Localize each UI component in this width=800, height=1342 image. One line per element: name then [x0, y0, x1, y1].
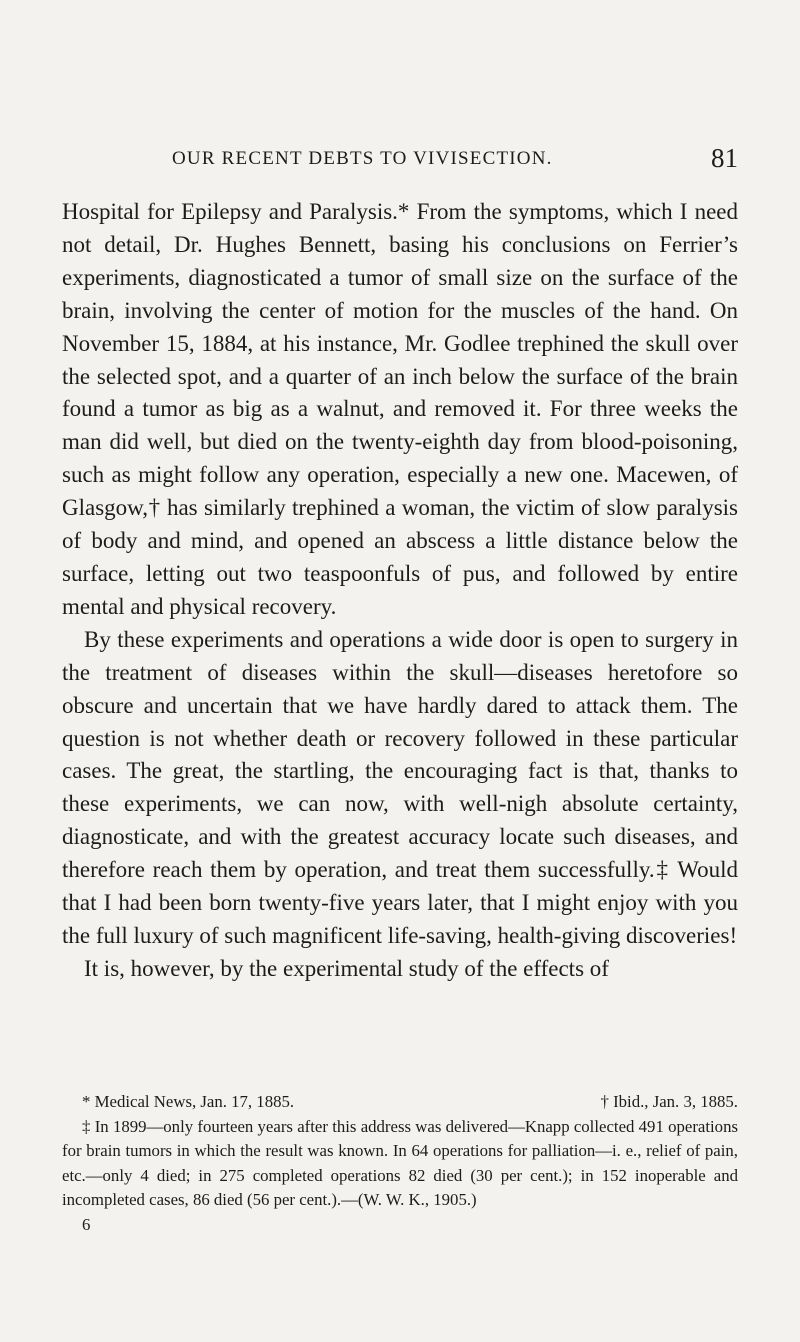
- running-title: OUR RECENT DEBTS TO VIVISECTION.: [172, 148, 553, 169]
- paragraph: It is, however, by the experimental study of the effects of: [84, 955, 609, 981]
- paragraph: Hospital for Epilepsy and Paralysis.* From the symptoms, which I need not detail, Dr. Hughes Bennett, basing his conclusions on Ferrier’s experiments, diagnosticated a tumor of small size on the surface of the brain, involving the center of motion for the muscles of the hand. On November 15, 1884, at his instance, Mr. Godlee trephined the skull over the selected spot, and a quarter of an inch below the surface of the brain found a tumor as big as a walnut, and removed it. For three weeks the man did well, but died on the twenty-eighth day from blood-poisoning, such as might follow any operation, especially a new one. Macewen, of Glasgow,† has similarly trephined a woman, the victim of slow paralysis of body and mind, and opened an abscess a little distance below the surface, letting out two teaspoonfuls of pus, and followed by entire mental and physical recovery.: [62, 199, 738, 619]
- footnote-first: * Medical News, Jan. 17, 1885.: [82, 1092, 295, 1111]
- running-head: [62, 143, 738, 178]
- body-text: [62, 196, 738, 986]
- page-number: 81: [711, 143, 738, 173]
- footnote-row: [62, 1090, 738, 1115]
- footnote-second: † Ibid., Jan. 3, 1885.: [600, 1092, 738, 1111]
- footnotes: [62, 1090, 738, 1237]
- footnote-third: ‡ In 1899—only fourteen years after this address was delivered—Knapp collected 491 operations for brain tumors in which the result was known. In 64 operations for palliation—i. e., relief of pain, etc.—only 4 died; in 275 completed operations 82 died (30 per cent.); in 152 inoperable and incompleted cases, 86 died (56 per cent.).—(W. W. K., 1905.): [62, 1116, 738, 1209]
- paragraph: By these experiments and operations a wide door is open to surgery in the treatment of diseases within the skull—diseases heretofore so obscure and uncertain that we have hardly dared to attack them. The question is not whether death or recovery followed in these particular cases. The great, the startling, the encouraging fact is that, thanks to these experiments, we can now, with well-nigh absolute certainty, diagnosticate, and with the greatest accuracy locate such diseases, and therefore reach them by operation, and treat them successfully.‡ Would that I had been born twenty-five years later, that I might enjoy with you the full luxury of such magnificent life-saving, health-giving discoveries!: [62, 626, 738, 948]
- book-page: [62, 0, 738, 1342]
- signature-mark: 6: [82, 1214, 91, 1234]
